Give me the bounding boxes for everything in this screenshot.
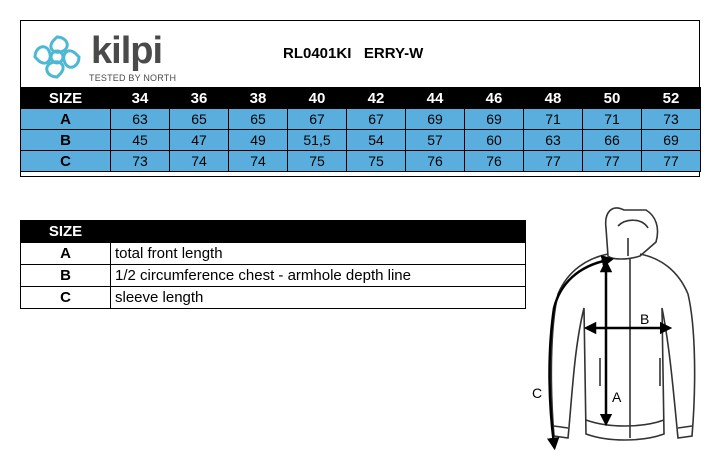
table-cell: 67	[288, 109, 347, 130]
legend-key: C	[21, 287, 111, 309]
table-cell: 69	[406, 109, 465, 130]
header-cell: 48	[524, 88, 583, 109]
table-cell: 67	[347, 109, 406, 130]
table-cell: 71	[583, 109, 642, 130]
table-row	[21, 109, 701, 130]
table-cell: 69	[642, 130, 701, 151]
table-cell: 51,5	[288, 130, 347, 151]
product-title: RL0401KI ERRY-W	[283, 45, 424, 62]
header-cell: 34	[111, 88, 170, 109]
table-row	[21, 130, 701, 151]
brand-tagline: TESTED BY NORTH	[89, 73, 177, 83]
jacket-drawing	[528, 198, 718, 468]
header-cell: 50	[583, 88, 642, 109]
legend-row	[21, 287, 526, 309]
row-label: A	[21, 109, 111, 130]
legend-row	[21, 243, 526, 265]
table-cell: 77	[524, 151, 583, 172]
legend-desc: total front length	[111, 243, 526, 265]
legend-header: SIZE	[21, 221, 111, 243]
table-cell: 74	[229, 151, 288, 172]
table-cell: 75	[347, 151, 406, 172]
legend-header-blank	[111, 221, 526, 243]
table-cell: 77	[642, 151, 701, 172]
table-cell: 47	[170, 130, 229, 151]
chart-header	[21, 21, 699, 87]
table-cell: 57	[406, 130, 465, 151]
header-cell: 52	[642, 88, 701, 109]
table-cell: 69	[465, 109, 524, 130]
brand-logo	[27, 29, 187, 85]
table-cell: 65	[170, 109, 229, 130]
table-cell: 76	[465, 151, 524, 172]
legend-key: A	[21, 243, 111, 265]
legend-key: B	[21, 265, 111, 287]
knot-logo-icon	[27, 29, 87, 85]
table-cell: 54	[347, 130, 406, 151]
dimension-a-label: A	[612, 389, 622, 405]
table-cell: 63	[524, 130, 583, 151]
table-cell: 74	[170, 151, 229, 172]
sizes-header-row	[21, 88, 701, 109]
table-cell: 75	[288, 151, 347, 172]
header-cell: 44	[406, 88, 465, 109]
table-cell: 73	[642, 109, 701, 130]
table-cell: 66	[583, 130, 642, 151]
dimension-c-label: C	[532, 385, 543, 401]
table-row	[21, 151, 701, 172]
header-cell: 40	[288, 88, 347, 109]
dimension-b-label: B	[640, 311, 650, 327]
row-label: B	[21, 130, 111, 151]
brand-wordmark: kilpi	[91, 30, 163, 72]
table-cell: 65	[229, 109, 288, 130]
table-cell: 49	[229, 130, 288, 151]
size-chart	[20, 20, 700, 177]
header-cell: 42	[347, 88, 406, 109]
table-cell: 63	[111, 109, 170, 130]
sizes-table	[20, 87, 701, 172]
row-label: C	[21, 151, 111, 172]
header-cell: SIZE	[21, 88, 111, 109]
legend-row	[21, 265, 526, 287]
legend-desc: 1/2 circumference chest - armhole depth line	[111, 265, 526, 287]
header-cell: 38	[229, 88, 288, 109]
measurement-legend	[20, 220, 526, 309]
header-cell: 46	[465, 88, 524, 109]
table-cell: 60	[465, 130, 524, 151]
table-cell: 71	[524, 109, 583, 130]
table-cell: 45	[111, 130, 170, 151]
header-cell: 36	[170, 88, 229, 109]
table-cell: 73	[111, 151, 170, 172]
legend-desc: sleeve length	[111, 287, 526, 309]
table-cell: 76	[406, 151, 465, 172]
table-cell: 77	[583, 151, 642, 172]
jacket-outline	[551, 208, 694, 440]
legend-header-row	[21, 221, 526, 243]
dimension-c-arrow	[550, 260, 609, 444]
